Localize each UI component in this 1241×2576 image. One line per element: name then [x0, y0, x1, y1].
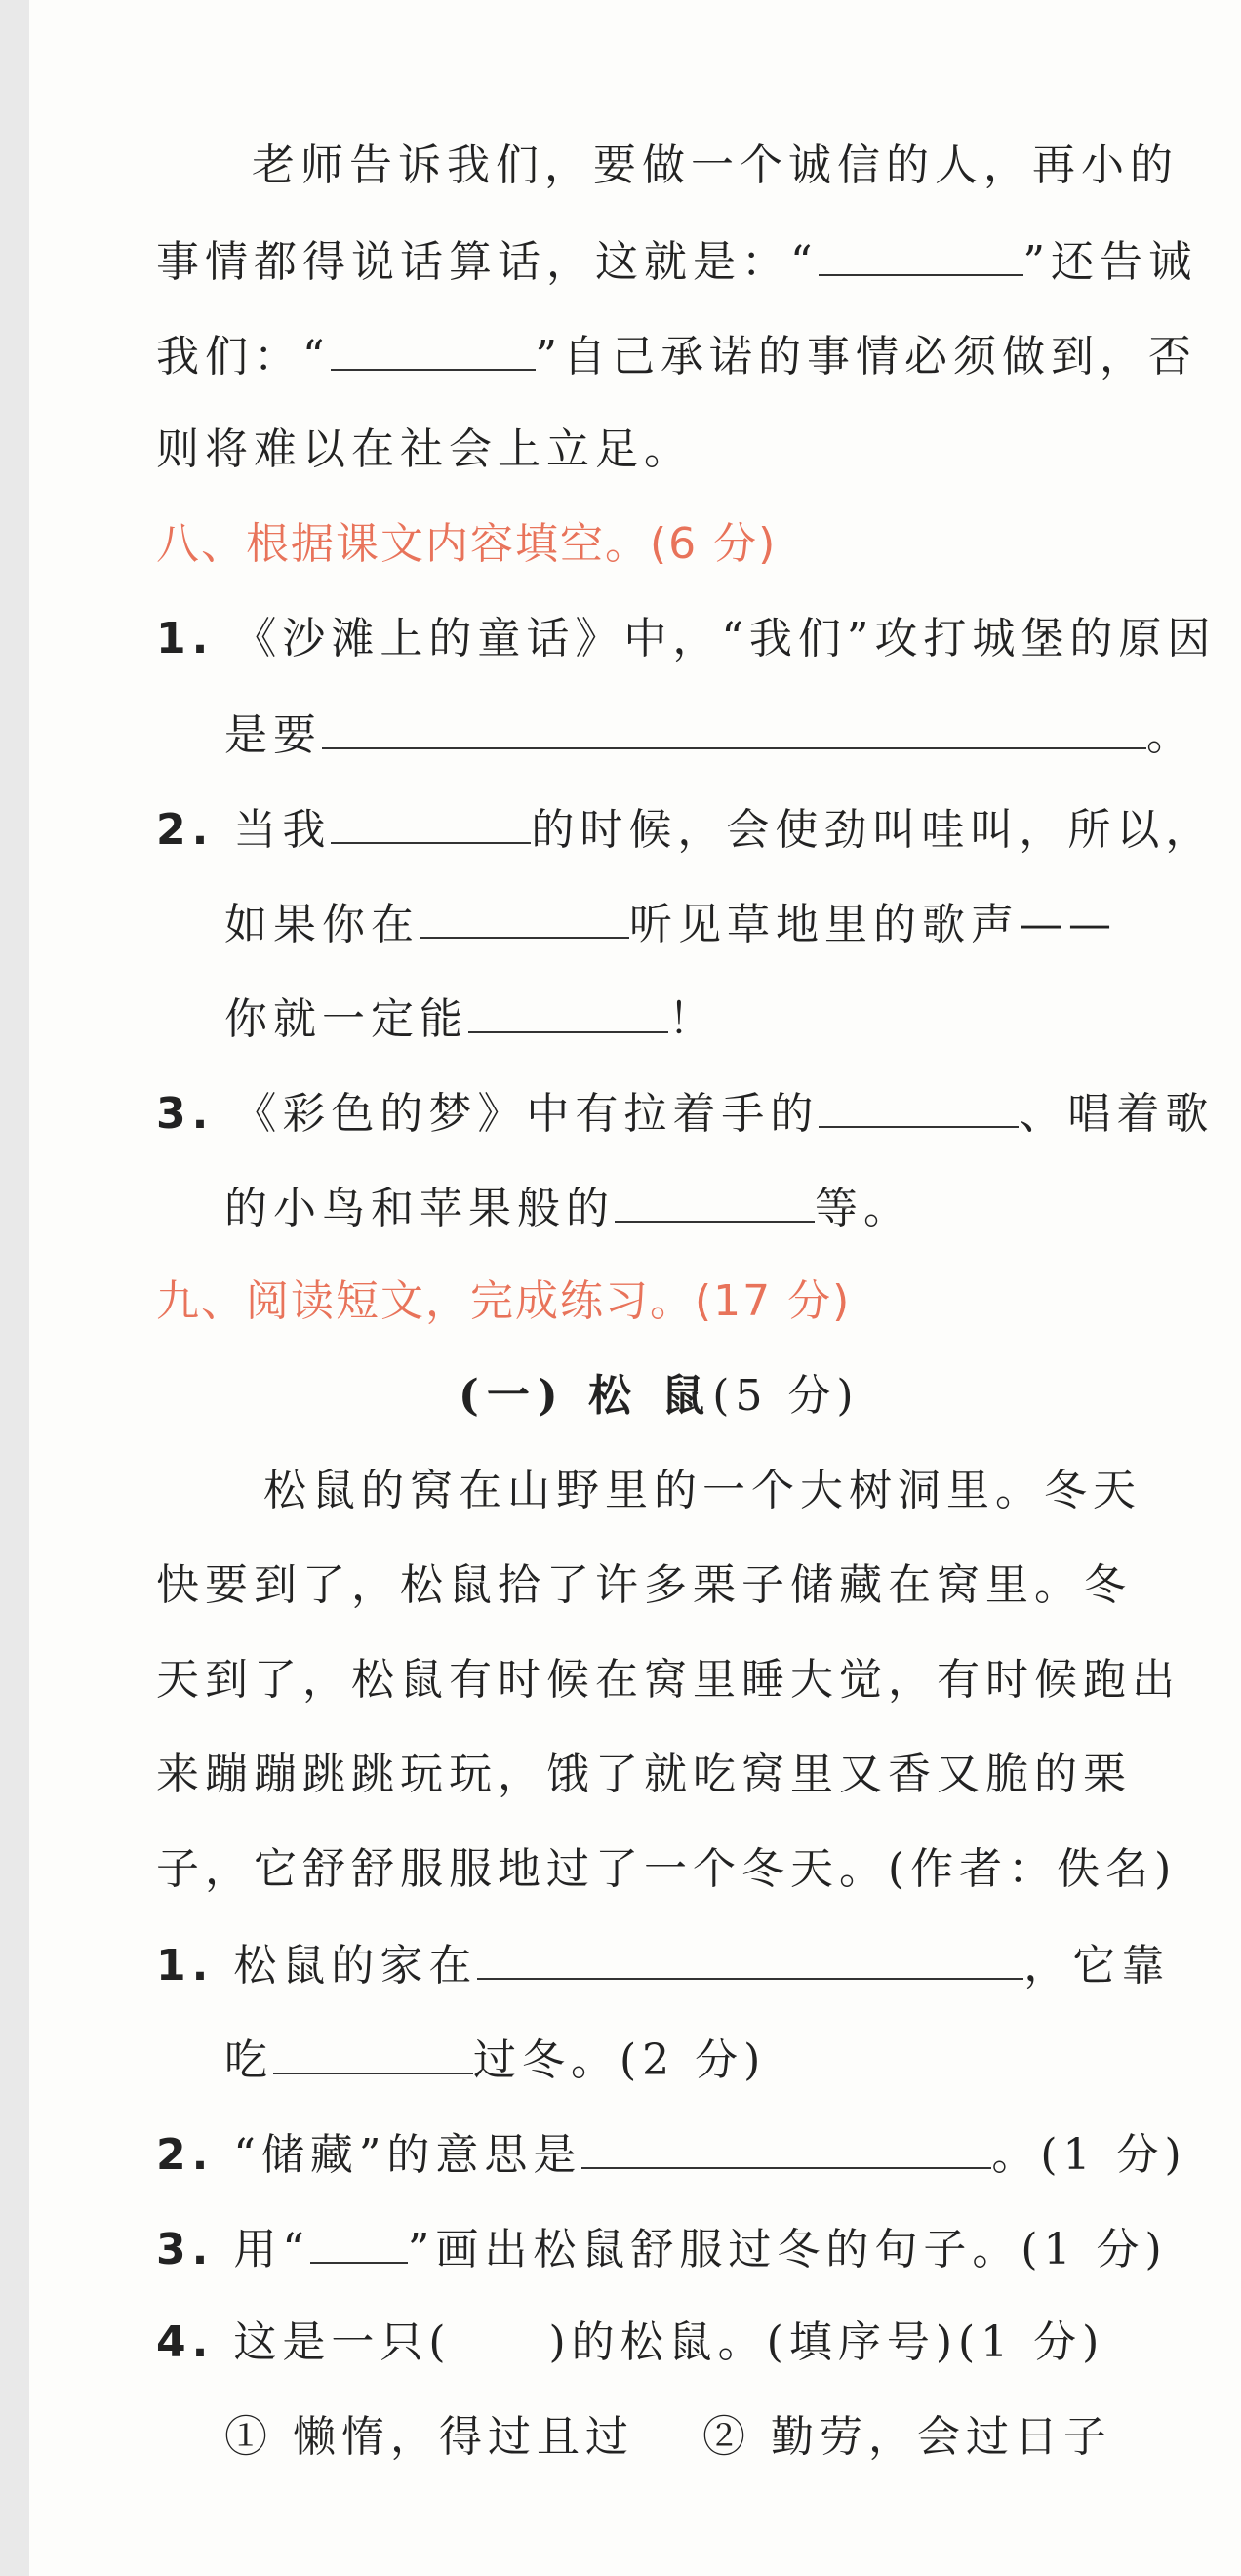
s9-q4-text-a2: )的松鼠。(填序号)(1 分) [548, 2317, 1105, 2367]
s8-q2-text-a1: 当我 [233, 805, 332, 855]
passage-title-text: (一) 松 鼠 [459, 1371, 713, 1421]
s9-q3-number: 3. [156, 2225, 215, 2274]
worksheet-page [29, 0, 1241, 2576]
s9-q1-text-b1: 吃 [224, 2035, 273, 2085]
s9-q1-number: 1. [156, 1941, 215, 1991]
s9-q2-number: 2. [156, 2130, 215, 2180]
passage-line-1: 松鼠的窝在山野里的一个大树洞里。冬天 [263, 1466, 1141, 1515]
s8-q2-line-1 [156, 799, 1214, 860]
s9-q1-text-a1: 松鼠的家在 [233, 1941, 478, 1991]
intro-line-4 [156, 421, 693, 479]
blank-s8-q2-3[interactable] [468, 988, 668, 1033]
s8-q3-line-2 [224, 1178, 912, 1238]
s8-q2-text-b2: 听见草地里的歌声—— [629, 900, 1117, 949]
passage-line-4: 来蹦蹦跳跳玩玩，饿了就吃窝里又香又脆的栗 [156, 1750, 1132, 1799]
blank-s8-q2-1[interactable] [331, 799, 531, 844]
s9-q4-number: 4. [156, 2317, 215, 2367]
s8-q1-line-1 [156, 610, 1216, 668]
s8-q2-text-a2: 的时候，会使劲叫哇叫，所以， [531, 805, 1215, 855]
intro-line-2 [156, 231, 1197, 292]
option-2[interactable]: ② 勤劳，会过日子 [702, 2412, 1112, 2462]
s8-q2-text-b1: 如果你在 [224, 900, 420, 949]
s8-q2-line-3 [224, 988, 717, 1049]
s9-q4-options [224, 2408, 1112, 2467]
blank-s8-q1[interactable] [322, 704, 1146, 749]
passage-line-2: 快要到了，松鼠拾了许多栗子储藏在窝里。冬 [156, 1560, 1132, 1610]
s9-q2-text-a2: 。(1 分) [991, 2130, 1187, 2180]
s8-q3-number: 3. [156, 1089, 215, 1139]
blank-s8-q2-2[interactable] [420, 894, 629, 939]
s9-q1-text-a2: ，它靠 [1023, 1941, 1171, 1991]
s8-q3-text-b1: 的小鸟和苹果般的 [224, 1184, 615, 1233]
s8-q1-line-2 [224, 704, 1195, 765]
s8-q3-text-a2: 、唱着歌 [1019, 1089, 1215, 1139]
s9-q3-text-a2: ”画出松鼠舒服过冬的句子。(1 分) [407, 2225, 1168, 2274]
s8-q3-text-b2: 等。 [815, 1184, 912, 1233]
passage-line-5: 子，它舒舒服服地过了一个冬天。(作者：佚名) [156, 1844, 1178, 1894]
blank-s8-q3-2[interactable] [615, 1178, 815, 1223]
passage-line-3: 天到了，松鼠有时候在窝里睡大觉，有时候跑出 [156, 1655, 1181, 1705]
intro-line-3 [156, 326, 1197, 386]
s9-q1-line-1 [156, 1935, 1170, 1995]
s8-q2-text-c1: 你就一定能 [224, 994, 468, 1044]
s9-q2-text-a1: “储藏”的意思是 [233, 2130, 582, 2180]
intro-text-3b: ”自己承诺的事情必须做到，否 [535, 332, 1197, 382]
blank-s9-q1-1[interactable] [477, 1935, 1023, 1980]
s9-q2-line [156, 2124, 1187, 2185]
s9-q4-text-a1: 这是一只( [233, 2317, 452, 2367]
intro-text-1: 老师告诉我们，要做一个诚信的人，再小的 [252, 141, 1179, 190]
blank-s9-q2[interactable] [581, 2124, 991, 2169]
s9-q1-text-b2: 过冬。(2 分) [473, 2035, 767, 2085]
s8-q2-number: 2. [156, 805, 215, 855]
section-8-heading: 八、根据课文内容填空。(6 分) [156, 519, 778, 569]
s8-q3-text-a1: 《彩色的梦》中有拉着手的 [233, 1089, 820, 1139]
passage-title-score: (5 分) [712, 1371, 860, 1421]
page-edge [0, 0, 29, 2576]
blank-s9-q1-2[interactable] [273, 2030, 473, 2074]
blank-s8-q3-1[interactable] [819, 1083, 1019, 1128]
s8-q2-line-2 [224, 894, 1117, 954]
s9-q1-line-2 [224, 2030, 766, 2090]
section-9-heading: 九、阅读短文，完成练习。(17 分) [156, 1276, 852, 1326]
intro-line-1 [252, 137, 1179, 195]
intro-text-3a: 我们：“ [156, 332, 331, 382]
s8-q1-end: 。 [1146, 710, 1195, 760]
blank-chengxin-2[interactable] [331, 326, 536, 371]
s9-q4-line [156, 2314, 1104, 2372]
intro-text-2b: ”还告诫 [1022, 237, 1197, 287]
intro-text-4: 则将难以在社会上立足。 [156, 424, 693, 474]
s8-q3-line-1 [156, 1083, 1214, 1144]
s8-q1-number: 1. [156, 614, 215, 664]
s8-q1-text-b: 是要 [224, 710, 322, 760]
wavy-line-sample [310, 2219, 408, 2264]
s9-q3-line [156, 2219, 1168, 2279]
s8-q2-text-c2: ！ [668, 994, 717, 1044]
passage-title [459, 1367, 860, 1426]
intro-text-2a: 事情都得说话算话，这就是：“ [156, 237, 819, 287]
blank-chengxin-1[interactable] [819, 231, 1023, 276]
s9-q3-text-a1: 用“ [233, 2225, 310, 2274]
s8-q1-text-a: 《沙滩上的童话》中，“我们”攻打城堡的原因 [233, 614, 1217, 664]
option-1[interactable]: ① 懒惰，得过且过 [224, 2412, 634, 2462]
